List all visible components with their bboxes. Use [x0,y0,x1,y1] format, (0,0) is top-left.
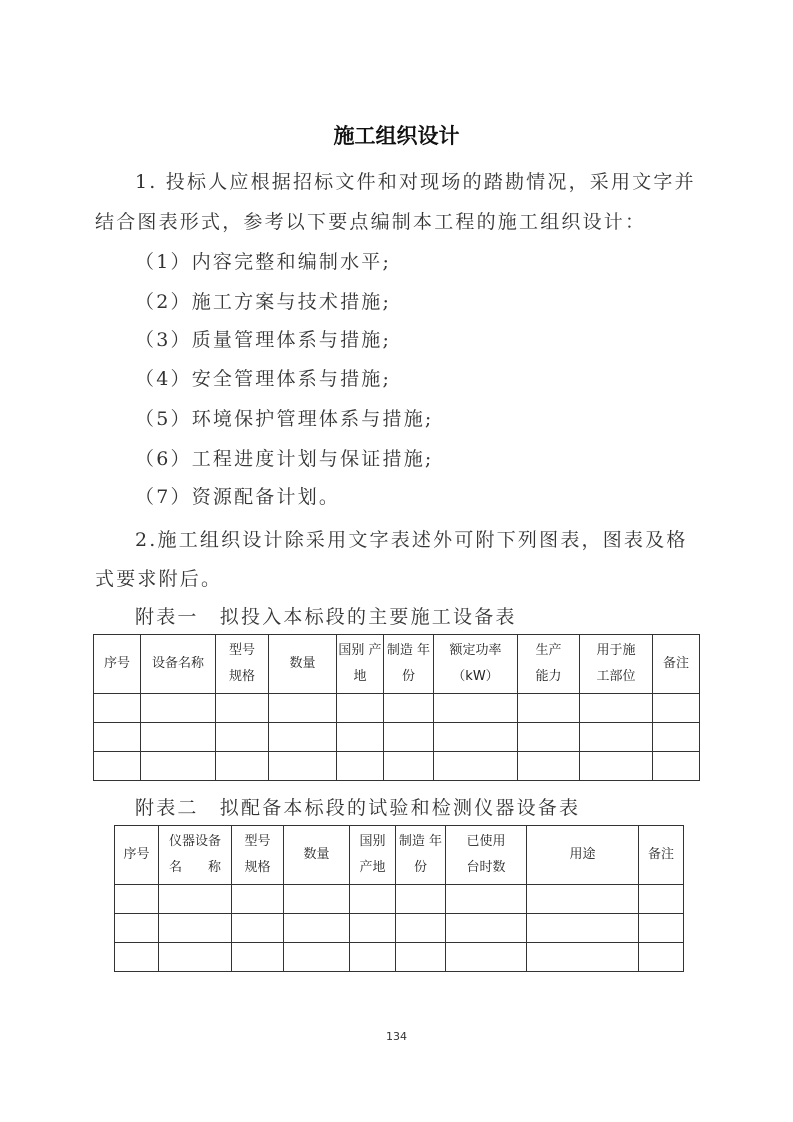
list-item: （4）安全管理体系与措施; [135,368,392,390]
header-cell: 序号 [115,826,159,885]
header-cell: 备注 [653,635,700,694]
header-cell: 用于施 工部位 [580,635,653,694]
paragraph-1-line-1: 1. 投标人应根据招标文件和对现场的踏勘情况，采用文字并 [135,171,696,193]
header-cell: 型号 规格 [216,635,269,694]
header-cell: 国别 产地 [350,826,396,885]
list-item: （5）环境保护管理体系与措施; [135,408,434,430]
header-cell: 额定功率 （kW） [434,635,518,694]
table-row [115,885,684,914]
header-cell: 生产 能力 [518,635,580,694]
table-row [115,943,684,972]
table-row [94,694,700,723]
list-item: （6）工程进度计划与保证措施; [135,448,434,470]
table-2-caption: 附表二 拟配备本标段的试验和检测仪器设备表 [135,797,581,819]
header-cell: 序号 [94,635,141,694]
header-cell: 设备名称 [141,635,216,694]
list-item: （7）资源配备计划。 [135,486,341,508]
header-cell: 数量 [284,826,350,885]
header-cell: 仪器设备 名 称 [159,826,232,885]
header-cell: 制造 年 份 [384,635,434,694]
table-header-row [115,826,684,885]
header-cell: 数量 [269,635,337,694]
table-1-caption: 附表一 拟投入本标段的主要施工设备表 [135,606,517,628]
header-cell: 国别 产 地 [337,635,384,694]
header-cell: 用途 [527,826,639,885]
table-row [94,752,700,781]
paragraph-2-line-2: 式要求附后。 [95,568,223,590]
table-row [115,914,684,943]
list-item: （1）内容完整和编制水平; [135,251,392,273]
paragraph-2-line-1: 2.施工组织设计除采用文字表述外可附下列图表，图表及格 [135,529,688,551]
header-cell: 制造 年 份 [396,826,446,885]
paragraph-1-line-2: 结合图表形式，参考以下要点编制本工程的施工组织设计： [95,211,647,233]
table-row [94,723,700,752]
header-cell: 型号 规格 [232,826,284,885]
header-cell: 备注 [639,826,684,885]
equipment-table [93,634,700,781]
table-header-row [94,635,700,694]
list-item: （2）施工方案与技术措施; [135,291,392,313]
instrument-table [114,825,684,972]
page-title: 施工组织设计 [333,124,460,148]
list-item: （3）质量管理体系与措施; [135,329,392,351]
header-cell: 已使用 台时数 [446,826,527,885]
page-number: 134 [386,1030,407,1043]
